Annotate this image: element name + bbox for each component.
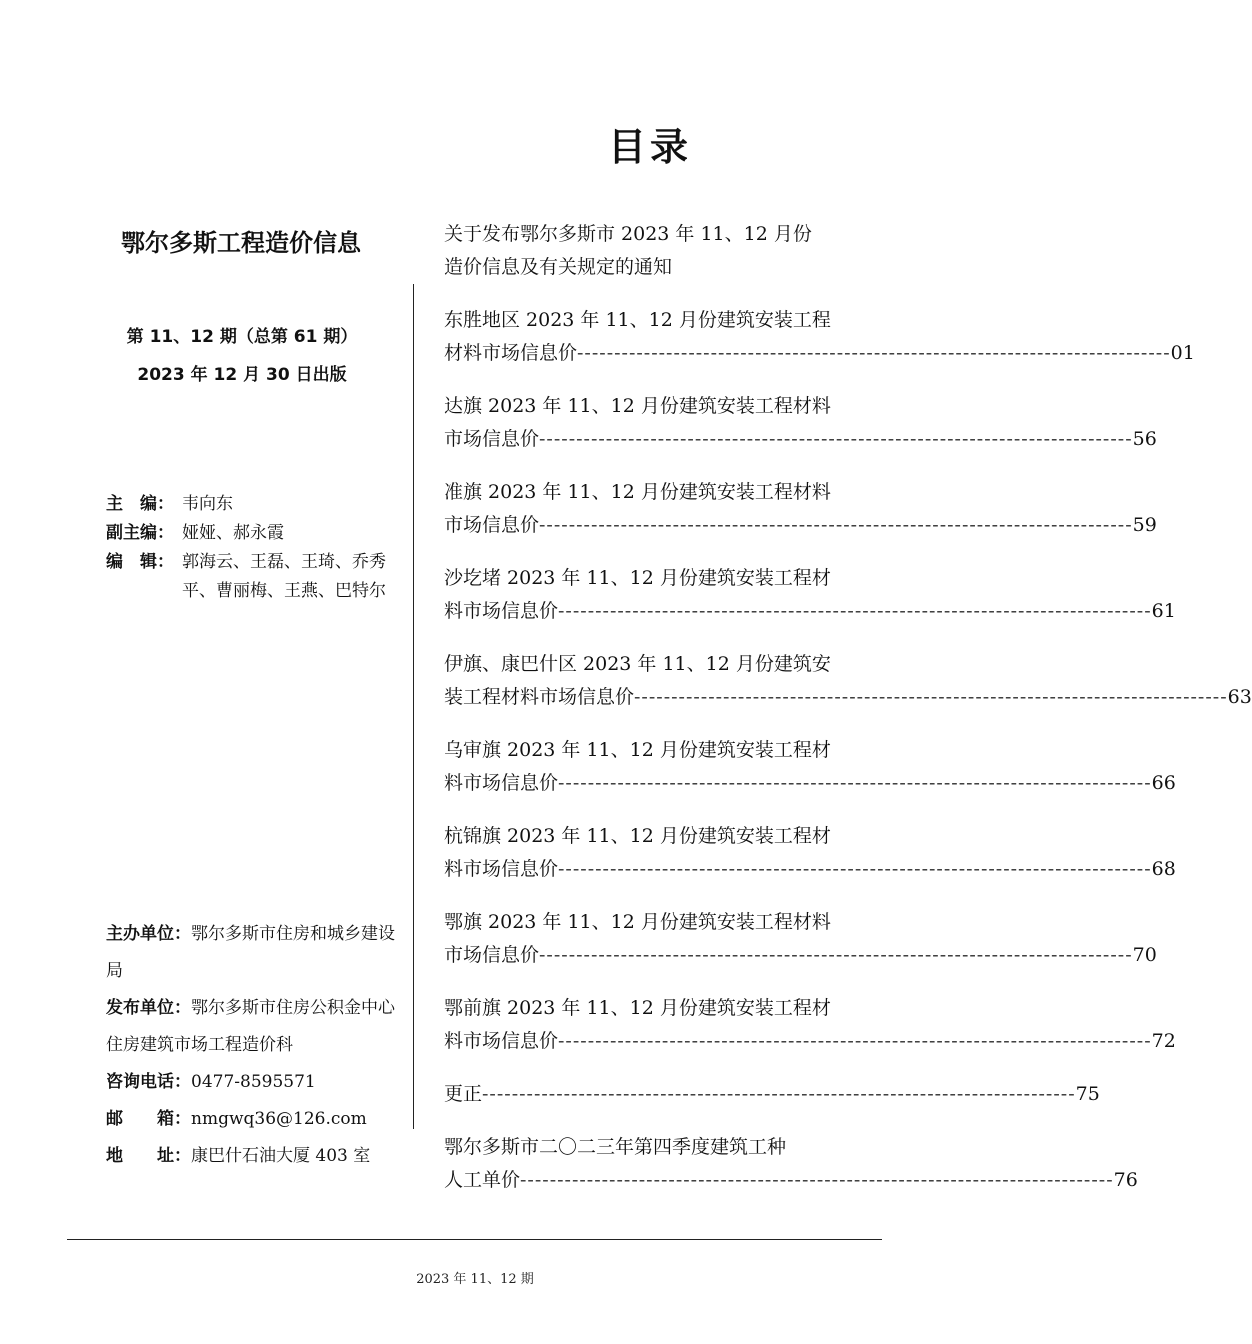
- toc-entry-title: 杭锦旗 2023 年 11、12 月份建筑安装工程材: [444, 825, 831, 847]
- publisher-label: 邮 箱：: [106, 1109, 191, 1129]
- toc-entry-title: 准旗 2023 年 11、12 月份建筑安装工程材料: [444, 481, 831, 503]
- toc-entry-line: [444, 939, 1157, 972]
- publication-name: 鄂尔多斯工程造价信息: [121, 229, 361, 257]
- toc-entry-line: [444, 423, 1157, 456]
- toc-page-number: 76: [1113, 1169, 1138, 1191]
- vertical-divider: [413, 284, 414, 1129]
- footer-divider: [67, 1239, 882, 1240]
- publisher-value: 康巴什石油大厦 403 室: [191, 1146, 371, 1166]
- toc-entry-title: 鄂尔多斯市二〇二三年第四季度建筑工种: [444, 1136, 787, 1158]
- toc-page-number: 72: [1151, 1030, 1176, 1052]
- toc-entry-title-cont: 料市场信息价: [444, 1030, 559, 1052]
- toc-title: 目录: [608, 125, 693, 169]
- editor-label: 副主编：: [106, 523, 174, 543]
- toc-page-number: 56: [1132, 428, 1157, 450]
- footer-issue: 2023 年 11、12 期: [416, 1272, 534, 1287]
- editor-value: 郭海云、王磊、王琦、乔秀平、曹丽梅、王燕、巴特尔: [182, 552, 386, 601]
- publisher-label: 地 址：: [106, 1146, 191, 1166]
- publisher-row: [106, 1064, 406, 1101]
- toc-page-number: 68: [1151, 858, 1176, 880]
- toc-entry-line: [444, 1078, 1100, 1111]
- toc-entry-title-cont: 市场信息价: [444, 944, 540, 966]
- editor-row: [106, 548, 397, 606]
- editors-block: [106, 490, 397, 606]
- toc-entry-line: [444, 1025, 1176, 1058]
- toc-leader-dashes: --------------------------------------------------------------------------------: [558, 858, 1152, 880]
- toc-entry-title: 鄂旗 2023 年 11、12 月份建筑安装工程材料: [444, 911, 831, 933]
- toc-entry-title-cont: 人工单价: [444, 1169, 521, 1191]
- toc-entry[interactable]: [444, 218, 844, 284]
- toc-leader-dashes: --------------------------------------------------------------------------------: [482, 1083, 1076, 1105]
- toc-leader-dashes: --------------------------------------------------------------------------------: [577, 342, 1171, 364]
- table-of-contents: [444, 218, 1252, 1217]
- editor-value: 娅娅、郝永霞: [182, 523, 284, 543]
- publication-date: 2023 年 12 月 30 日出版: [137, 365, 347, 385]
- toc-entry-title-cont: 市场信息价: [444, 428, 540, 450]
- toc-leader-dashes: --------------------------------------------------------------------------------: [558, 1030, 1152, 1052]
- toc-entry[interactable]: [444, 390, 1157, 456]
- toc-entry-title: 鄂前旗 2023 年 11、12 月份建筑安装工程材: [444, 997, 831, 1019]
- toc-entry-title: 关于发布鄂尔多斯市 2023 年 11、12 月份: [444, 223, 812, 245]
- toc-entry-title-cont: 料市场信息价: [444, 772, 559, 794]
- toc-entry-line: [444, 595, 1176, 628]
- publisher-row: [106, 990, 406, 1064]
- toc-entry-line: [444, 853, 1176, 886]
- toc-entry[interactable]: [444, 734, 1176, 800]
- editor-row: [106, 490, 397, 519]
- publisher-value: 鄂尔多斯市住房和城乡建设局: [106, 924, 395, 981]
- toc-entry-title: 沙圪堵 2023 年 11、12 月份建筑安装工程材: [444, 567, 831, 589]
- toc-entry-line: [444, 1164, 1138, 1197]
- publisher-value: nmgwq36@126.com: [191, 1109, 367, 1129]
- publisher-row: [106, 916, 406, 990]
- toc-page-number: 63: [1227, 686, 1252, 708]
- editor-label: 编 辑：: [106, 552, 174, 572]
- publisher-label: 咨询电话：: [106, 1072, 191, 1092]
- toc-entry-title-cont: 造价信息及有关规定的通知: [444, 256, 673, 278]
- editor-label: 主 编：: [106, 494, 174, 514]
- toc-entry-title-cont: 料市场信息价: [444, 858, 559, 880]
- toc-leader-dashes: --------------------------------------------------------------------------------: [539, 514, 1133, 536]
- publisher-label: 主办单位：: [106, 924, 191, 944]
- toc-leader-dashes: --------------------------------------------------------------------------------: [558, 600, 1152, 622]
- toc-entry[interactable]: [444, 1078, 1100, 1111]
- editor-row: [106, 519, 397, 548]
- toc-entry[interactable]: [444, 1131, 1138, 1197]
- toc-page-number: 66: [1151, 772, 1176, 794]
- toc-entry-title-cont: 装工程材料市场信息价: [444, 686, 635, 708]
- toc-leader-dashes: --------------------------------------------------------------------------------: [520, 1169, 1114, 1191]
- toc-entry[interactable]: [444, 648, 1252, 714]
- toc-leader-dashes: --------------------------------------------------------------------------------: [539, 428, 1133, 450]
- publisher-row: [106, 1138, 406, 1175]
- toc-entry-title-cont: 市场信息价: [444, 514, 540, 536]
- toc-entry-title: 达旗 2023 年 11、12 月份建筑安装工程材料: [444, 395, 831, 417]
- toc-entry-title: 东胜地区 2023 年 11、12 月份建筑安装工程: [444, 309, 831, 331]
- toc-entry[interactable]: [444, 304, 1195, 370]
- issue-number: 第 11、12 期（总第 61 期）: [126, 327, 358, 347]
- toc-leader-dashes: --------------------------------------------------------------------------------: [558, 772, 1152, 794]
- toc-leader-dashes: --------------------------------------------------------------------------------: [634, 686, 1228, 708]
- toc-entry-title-cont: 更正: [444, 1083, 483, 1105]
- toc-page-number: 70: [1132, 944, 1157, 966]
- toc-entry-line: [444, 337, 1195, 370]
- toc-entry[interactable]: [444, 476, 1157, 542]
- toc-entry[interactable]: [444, 562, 1176, 628]
- toc-entry-title: 伊旗、康巴什区 2023 年 11、12 月份建筑安: [444, 653, 831, 675]
- toc-page-number: 75: [1075, 1083, 1100, 1105]
- toc-entry[interactable]: [444, 992, 1176, 1058]
- toc-entry-line: [444, 681, 1252, 714]
- toc-entry-title: 乌审旗 2023 年 11、12 月份建筑安装工程材: [444, 739, 831, 761]
- toc-page-number: 59: [1132, 514, 1157, 536]
- publisher-block: [106, 916, 406, 1175]
- toc-entry-title-cont: 料市场信息价: [444, 600, 559, 622]
- publisher-value: 鄂尔多斯市住房公积金中心住房建筑市场工程造价科: [106, 998, 395, 1055]
- publisher-row: [106, 1101, 406, 1138]
- toc-entry-line: [444, 251, 844, 284]
- editor-value: 韦向东: [182, 494, 233, 514]
- toc-page-number: 61: [1151, 600, 1176, 622]
- toc-entry-title-cont: 材料市场信息价: [444, 342, 578, 364]
- toc-leader-dashes: --------------------------------------------------------------------------------: [539, 944, 1133, 966]
- publisher-value: 0477-8595571: [191, 1072, 316, 1092]
- toc-entry[interactable]: [444, 820, 1176, 886]
- toc-entry[interactable]: [444, 906, 1157, 972]
- toc-page-number: 01: [1170, 342, 1195, 364]
- toc-entry-line: [444, 509, 1157, 542]
- toc-entry-line: [444, 767, 1176, 800]
- publisher-label: 发布单位：: [106, 998, 191, 1018]
